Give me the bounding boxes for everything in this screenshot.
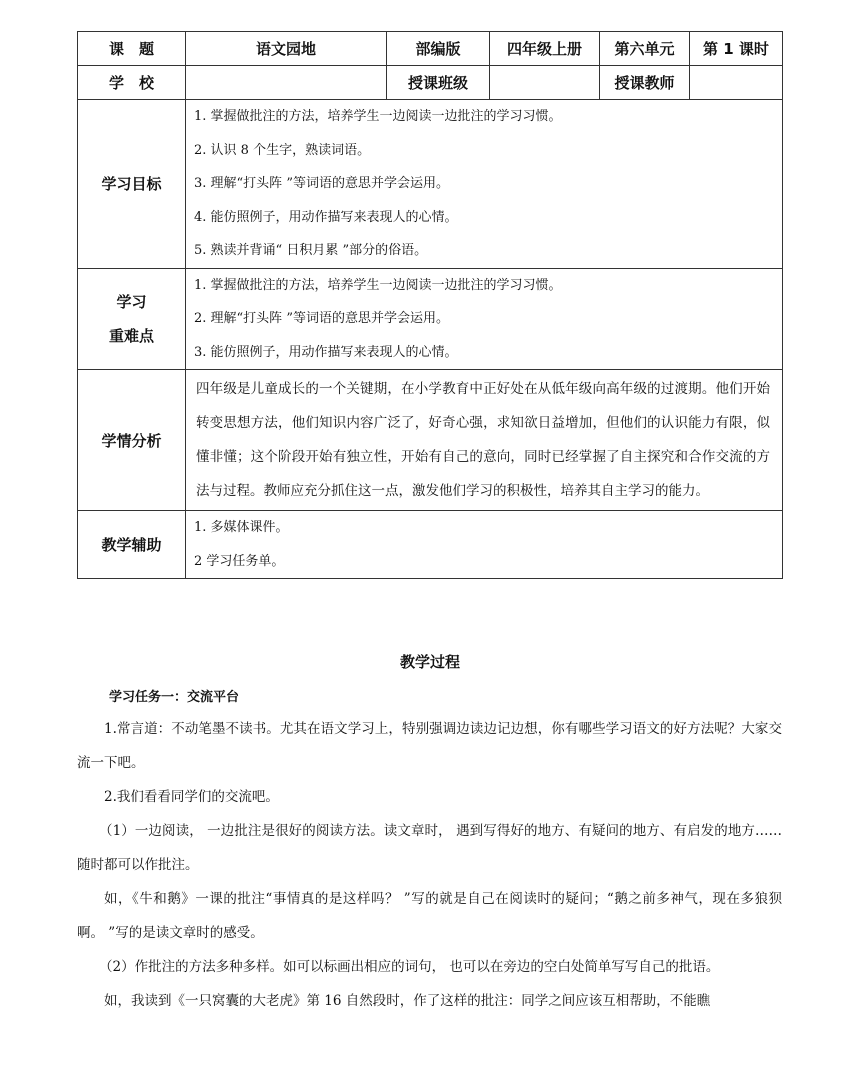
class-value — [490, 66, 600, 100]
goal-item: 4. 能仿照例子，用动作描写来表现人的心情。 — [194, 209, 458, 225]
process-paragraph: 2.我们看看同学们的交流吧。 — [104, 789, 279, 805]
unit: 第六单元 — [600, 32, 690, 66]
aids-list — [186, 511, 783, 579]
topic-label: 课 题 — [78, 32, 186, 66]
key-point-item: 1. 掌握做批注的方法，培养学生一边阅读一边批注的学习习惯。 — [194, 277, 562, 293]
aid-item: 2 学习任务单。 — [194, 553, 285, 569]
goal-item: 3. 理解“打头阵 ”等词语的意思并学会运用。 — [194, 176, 449, 191]
key-points-label-line2: 重难点 — [108, 326, 154, 345]
analysis-text: 四年级是儿童成长的一个关键期，在小学教育中正好处在从低年级向高年级的过渡期。他们开始转变思想方法，他们知识内容广泛了，好奇心强，求知欲日益增加，但他们的认识能力有限，似懂非懂；这个阶段开始有独立性，开始有自己的意向，同时已经掌握了自主探究和合作交流的方法与过程。教师应充分抓住这一点，激发他们学习的积极性，培养其自主学习的能力。 — [186, 370, 783, 511]
key-points-row — [78, 268, 783, 370]
analysis-row — [78, 370, 783, 511]
key-point-item: 2. 理解“打头阵 ”等词语的意思并学会运用。 — [194, 311, 449, 326]
key-points-label-line1: 学习 — [116, 292, 147, 311]
process-paragraph: （1）一边阅读， 一边批注是很好的阅读方法。读文章时， 遇到写得好的地方、有疑问的地方、有启发的地方……随时都可以作批注。 — [77, 823, 782, 873]
process-paragraph: 如，我读到《一只窝囊的大老虎》第 16 自然段时，作了这样的批注：同学之间应该互相帮助，不能瞧 — [104, 993, 711, 1009]
process-paragraph: （2）作批注的方法多种多样。如可以标画出相应的词句， 也可以在旁边的空白处简单写写自己的批语。 — [99, 959, 720, 975]
aid-item: 1. 多媒体课件。 — [194, 520, 289, 535]
aids-row — [78, 511, 783, 579]
key-points-list — [186, 268, 783, 370]
edition: 部编版 — [387, 32, 490, 66]
teacher-label: 授课教师 — [600, 66, 690, 100]
analysis-label: 学情分析 — [78, 370, 186, 511]
school-label: 学 校 — [78, 66, 186, 100]
goal-item: 5. 熟读并背诵“ 日积月累 ”部分的俗语。 — [194, 243, 428, 258]
class-label: 授课班级 — [387, 66, 490, 100]
key-points-label — [78, 268, 186, 370]
lesson-info-table — [77, 31, 783, 579]
goal-item: 1. 掌握做批注的方法，培养学生一边阅读一边批注的学习习惯。 — [194, 109, 562, 124]
topic-row — [78, 32, 783, 66]
task-heading: 学习任务一：交流平台 — [109, 690, 240, 705]
topic-value: 语文园地 — [186, 32, 387, 66]
school-value — [186, 66, 387, 100]
process-title: 教学过程 — [399, 653, 460, 671]
process-paragraph: 1.常言道：不动笔墨不读书。尤其在语文学习上，特别强调边读边记边想，你有哪些学习语文的好方法呢？大家交流一下吧。 — [77, 721, 782, 771]
goal-item: 2. 认识 8 个生字，熟读词语。 — [194, 142, 371, 158]
school-row — [78, 66, 783, 100]
goals-row — [78, 100, 783, 269]
goals-list — [186, 100, 783, 269]
process-paragraph: 如，《牛和鹅》一课的批注“事情真的是这样吗？ ”写的就是自己在阅读时的疑问；“鹅之前多神气，现在多狼狈啊。 ”写的是读文章时的感受。 — [77, 891, 782, 941]
aids-label: 教学辅助 — [78, 511, 186, 579]
teacher-value — [690, 66, 783, 100]
lesson-number: 第 1 课时 — [690, 32, 783, 66]
key-point-item: 3. 能仿照例子，用动作描写来表现人的心情。 — [194, 344, 458, 360]
process-body — [77, 684, 782, 1018]
goals-label: 学习目标 — [78, 100, 186, 269]
grade: 四年级上册 — [490, 32, 600, 66]
